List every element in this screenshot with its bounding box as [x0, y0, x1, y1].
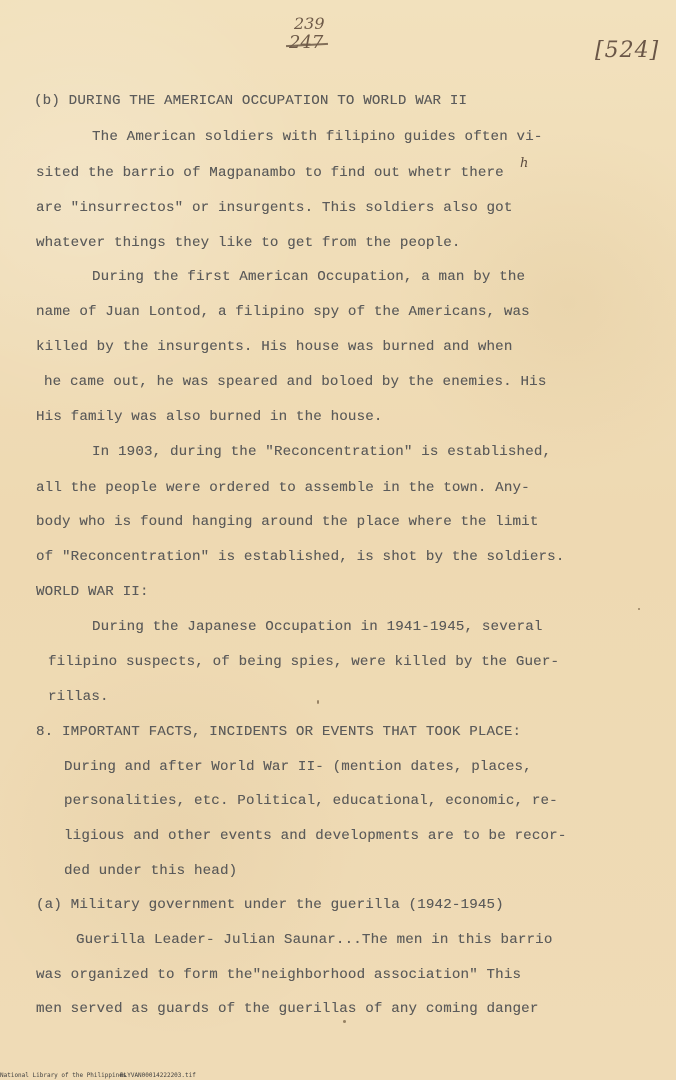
paragraph-line: all the people were ordered to assemble in the town. Any- [36, 480, 530, 496]
paragraph-line: sited the barrio of Magpanambo to find out whetr there [36, 165, 504, 181]
handwritten-number-247: 247 [289, 32, 324, 53]
paragraph-line: are "insurrectos" or insurgents. This soldiers also got [36, 200, 513, 216]
handwritten-correction-h: h [520, 156, 529, 171]
paragraph-line: During and after World War II- (mention dates, places, [64, 759, 532, 775]
ink-speck [343, 1020, 346, 1023]
handwritten-number-239: 239 [294, 14, 325, 33]
subheading-world-war-ii: WORLD WAR II: [36, 584, 149, 600]
handwritten-reference-number: [524] [595, 38, 660, 63]
handwritten-page-number [284, 14, 348, 54]
paragraph-line-reconcentration [92, 445, 551, 459]
ink-speck [638, 608, 640, 610]
ink-speck [317, 700, 319, 704]
paragraph-line: of "Reconcentration" is established, is shot by the soldiers. [36, 549, 565, 565]
paragraph-line: His family was also burned in the house. [36, 409, 383, 425]
paragraph-line: filipino suspects, of being spies, were killed by the Guer- [48, 654, 560, 670]
line-segment: In 1903, during the "Reconcentration" is established, [92, 444, 552, 460]
section-subheading-military-government: (a) Military government under the guerilla (1942-1945) [36, 897, 504, 913]
paragraph-line: The American soldiers with filipino guides often vi- [92, 129, 543, 145]
paragraph-line: personalities, etc. Political, educational, economic, re- [64, 793, 558, 809]
paragraph-line: ligious and other events and developments are to be recor- [64, 828, 567, 844]
paragraph-line: whatever things they like to get from the people. [36, 235, 461, 251]
section-heading-important-facts: 8. IMPORTANT FACTS, INCIDENTS OR EVENTS THAT TOOK PLACE: [36, 724, 522, 740]
section-heading-american-occupation: (b) DURING THE AMERICAN OCCUPATION TO WORLD WAR II [34, 93, 468, 109]
footer-file-name: BLYVAN00014222203.tif [120, 1072, 196, 1079]
footer-source: National Library of the Philippines [0, 1072, 127, 1079]
paragraph-line: During the first American Occupation, a man by the [92, 269, 526, 285]
paragraph-line: he came out, he was speared and boloed by the enemies. His [44, 374, 547, 390]
paragraph-line: During the Japanese Occupation in 1941-1945, several [92, 619, 543, 635]
paragraph-line: ded under this head) [64, 863, 238, 879]
paragraph-line: was organized to form the"neighborhood association" This [36, 967, 522, 983]
paragraph-line: name of Juan Lontod, a filipino spy of the Americans, was [36, 304, 530, 320]
paragraph-line: men served as guards of the guerillas of any coming danger [36, 1001, 539, 1017]
paragraph-line: Guerilla Leader- Julian Saunar...The men in this barrio [76, 932, 553, 948]
paragraph-line: rillas. [48, 689, 109, 705]
paragraph-line: killed by the insurgents. His house was burned and when [36, 339, 513, 355]
paragraph-line: body who is found hanging around the place where the limit [36, 514, 539, 530]
